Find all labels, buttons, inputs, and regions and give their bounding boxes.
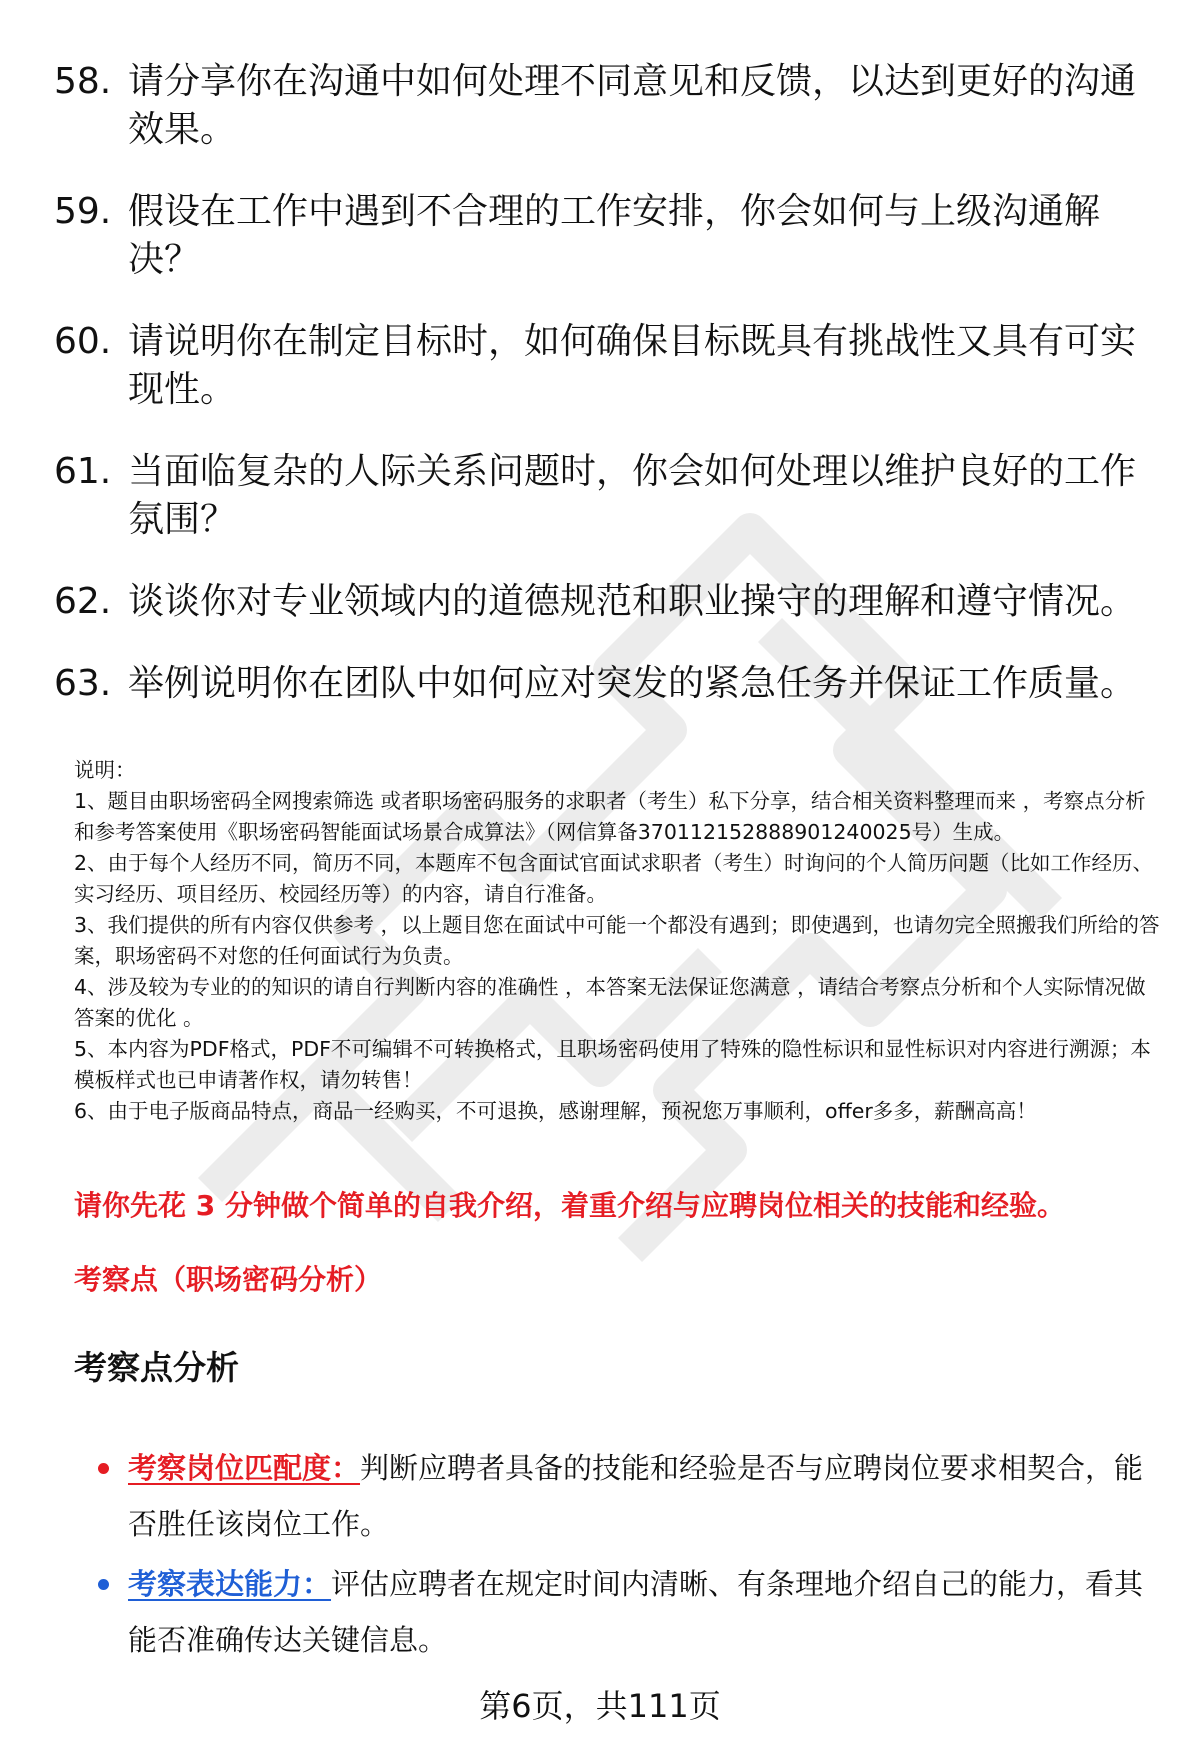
note-item: 1、题目由职场密码全网搜索筛选 或者职场密码服务的求职者（考生）私下分享，结合相关资料整理而来 ，考察点分析和参考答案使用《职场密码智能面试场景合成算法》（网信算备370112152888901240025号）生成。 <box>74 789 1146 844</box>
list-item <box>98 1440 1158 1552</box>
bullet-icon <box>98 1463 109 1474</box>
question-text: 谈谈你对专业领域内的道德规范和职业操守的理解和遵守情况。 <box>128 581 1137 622</box>
point-text: 评估应聘者在规定时间内清晰、有条理地介绍自己的能力，看其能否准确传达关键信息。 <box>128 1567 1144 1657</box>
point-key: 考察岗位匹配度： <box>128 1451 361 1485</box>
question-text: 举例说明你在团队中如何应对突发的紧急任务并保证工作质量。 <box>128 663 1137 704</box>
note-item: 6、由于电子版商品特点，商品一经购买，不可退换，感谢理解，预祝您万事顺利，offer多多，薪酬高高！ <box>74 1099 1037 1123</box>
note-item: 2、由于每个人经历不同，简历不同，本题库不包含面试官面试求职者（考生）时询问的个人简历问题（比如工作经历、实习经历、项目经历、校园经历等）的内容，请自行准备。 <box>74 851 1154 906</box>
question-item <box>54 448 1154 544</box>
note-item: 5、本内容为PDF格式，PDF不可编辑不可转换格式，且职场密码使用了特殊的隐性标识和显性标识对内容进行溯源；本模板样式也已申请著作权，请勿转售！ <box>74 1037 1151 1092</box>
question-number: 63. <box>54 663 112 704</box>
question-number: 59. <box>54 191 112 232</box>
question-item <box>54 188 1154 284</box>
question-list <box>54 58 1154 742</box>
question-number: 62. <box>54 581 112 622</box>
analysis-subtitle: 考察点（职场密码分析） <box>74 1263 383 1296</box>
question-item <box>54 660 1154 708</box>
disclaimer-notes <box>74 755 1164 1127</box>
note-item: 4、涉及较为专业的的知识的请自行判断内容的准确性 ，本答案无法保证您满意 ，请结合考察点分析和个人实际情况做答案的优化 。 <box>74 975 1146 1030</box>
list-item <box>98 1556 1158 1668</box>
question-number: 60. <box>54 321 112 362</box>
point-text: 判断应聘者具备的技能和经验是否与应聘岗位要求相契合，能否胜任该岗位工作。 <box>128 1451 1144 1541</box>
question-text: 请分享你在沟通中如何处理不同意见和反馈，以达到更好的沟通效果。 <box>128 61 1137 150</box>
page-number: 第6页，共111页 <box>479 1687 721 1725</box>
question-text: 假设在工作中遇到不合理的工作安排，你会如何与上级沟通解决？ <box>128 191 1101 280</box>
question-item <box>54 318 1154 414</box>
question-text: 当面临复杂的人际关系问题时，你会如何处理以维护良好的工作氛围？ <box>128 451 1137 540</box>
intro-question: 请你先花 3 分钟做个简单的自我介绍，着重介绍与应聘岗位相关的技能和经验。 <box>74 1189 1065 1222</box>
point-key: 考察表达能力： <box>128 1567 332 1601</box>
question-item <box>54 578 1154 626</box>
notes-title: 说明： <box>74 758 136 782</box>
note-item: 3、我们提供的所有内容仅供参考 ，以上题目您在面试中可能一个都没有遇到；即使遇到，也请勿完全照搬我们所给的答案，职场密码不对您的任何面试行为负责。 <box>74 913 1160 968</box>
question-text: 请说明你在制定目标时，如何确保目标既具有挑战性又具有可实现性。 <box>128 321 1137 410</box>
question-item <box>54 58 1154 154</box>
analysis-points <box>98 1440 1158 1672</box>
bullet-icon <box>98 1579 109 1590</box>
question-number: 61. <box>54 451 112 492</box>
section-title: 考察点分析 <box>74 1348 239 1387</box>
question-number: 58. <box>54 61 112 102</box>
